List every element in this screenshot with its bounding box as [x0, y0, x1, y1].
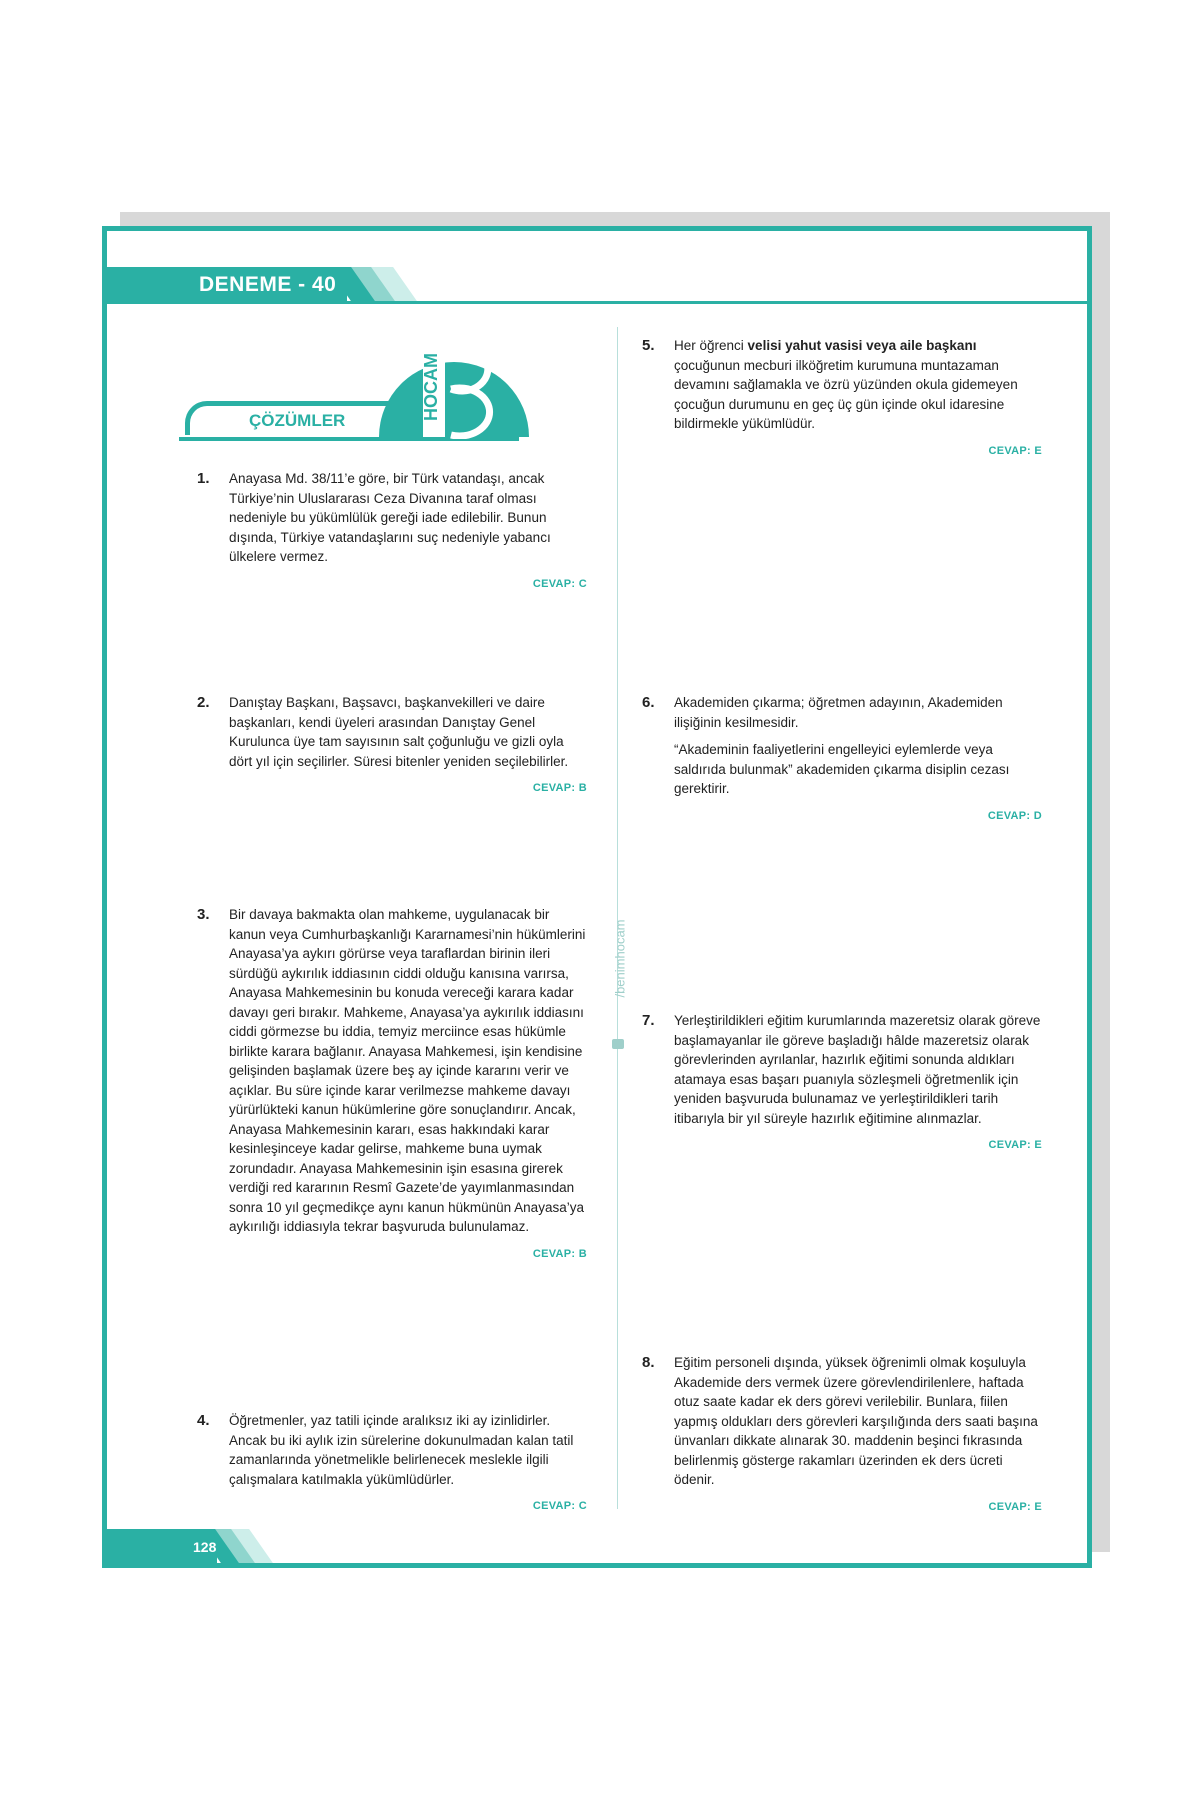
play-icon: [612, 1039, 624, 1049]
item-text: Öğretmenler, yaz tatili içinde aralıksız iki ay izinlidirler. Ancak bu iki aylık izin sürelerine dokunulmadan kalan tatil zamanlarında yönetmelikle belirlenecek meslekle ilgili çalışmalara katılmakla yükümlüdürler.: [229, 1413, 574, 1487]
watermark: [603, 891, 633, 1051]
item-number: 8.: [642, 1354, 655, 1371]
answer-label: CEVAP: E: [988, 1500, 1042, 1513]
answer-label: CEVAP: C: [532, 1500, 587, 1512]
item-number: 7.: [642, 1012, 655, 1029]
solution-item: [197, 905, 587, 1264]
answer-label: CEVAP: D: [987, 809, 1042, 822]
header-line: [107, 301, 1087, 304]
solution-item: [642, 1011, 1042, 1156]
item-number: 5.: [642, 337, 655, 354]
solution-item: [642, 693, 1042, 826]
solution-item: [642, 336, 1042, 461]
solution-item: [197, 693, 587, 799]
hocam-logo: [379, 331, 529, 439]
item-text: Anayasa Md. 38/11’e göre, bir Türk vatandaşı, ancak Türkiye’nin Uluslararası Ceza Divanına taraf olması nedeniyle bu yükümlülük gereği iade edilebilir. Bunun dışında, Türkiye vatandaşlarını suç nedeniyle yabancı ülkelere vermez.: [229, 471, 551, 564]
solutions-heading: [179, 331, 579, 451]
page-title: DENEME - 40: [199, 273, 337, 296]
answer-label: CEVAP: E: [988, 444, 1042, 457]
item-text: Danıştay Başkanı, Başsavcı, başkanvekilleri ve daire başkanları, kendi üyeleri arasından Danıştay Genel Kurulunca üye tam sayısının salt çoğunluğu ve gizli oyla dört yıl için seçilirler. Süresi bitenler yeniden seçilebilirler.: [229, 695, 569, 769]
item-text-part: Her öğrenci: [674, 338, 748, 353]
answer-label: CEVAP: B: [532, 1247, 587, 1260]
item-text-part: çocuğunun mecburi ilköğretim kurumuna muntazaman devamını sağlamakla ve özrü yüzünden okula gidemeyen çocuğun durumunu en geç üç gün içinde okul idaresine bildirmekle yükümlüdür.: [674, 357, 1018, 431]
item-number: 6.: [642, 694, 655, 711]
logo-text: HOCAM: [421, 353, 441, 421]
item-text: Akademiden çıkarma; öğretmen adayının, Akademiden ilişiğinin kesilmesidir.: [674, 695, 1003, 730]
item-text: Yerleştirildikleri eğitim kurumlarında mazeretsiz olarak göreve başlamayanlar ile göreve başladığı hâlde mazeretsiz olarak görevlerinden ayrılanlar, hazırlık eğitimi sonunda aldıkları atamaya esas başarı puanıyla sözleşmeli öğretmenlik için yeniden başvuruda bulunamaz ve yerleştirildikleri tarih itibarıyla bir yıl süreyle hazırlık eğitimine alınmazlar.: [674, 1013, 1041, 1126]
page-frame: [102, 226, 1092, 1568]
solution-item: [642, 1353, 1042, 1517]
item-text: Bir davaya bakmakta olan mahkeme, uygulanacak bir kanun veya Cumhurbaşkanlığı Kararnamesi’nin hükümlerini Anayasa’ya aykırı görürse veya taraflardan birinin ileri sürdüğü aykırılık iddiasının ciddi olduğu kanısına varırsa, Anayasa Mahkemesinin bu konuda vereceği karara kadar davayı geri bırakır. Mahkeme, Anayasa’ya aykırılık iddiasını ciddi görmezse bu iddia, temyiz merciince esas hükümle birlikte karara bağlanır. Anayasa Mahkemesi, işin kendisine gelişinden başlamak üzere beş ay içinde kararını verir ve açıklar. Bu süre içinde karar verilmezse mahkeme davayı yürürlükteki kanun hükümlerine göre sonuçlandırır. Ancak, Anayasa Mahkemesinin kararı, esas hakkındaki karar kesinleşinceye kadar gelirse, mahkeme buna uymak zorundadır. Anayasa Mahkemesinin işin esasına girerek verdiği red kararının Resmî Gazete’de yayımlanmasından sonra 10 yıl geçmedikçe aynı kanun hükmünün Anayasa’ya aykırılığı iddiasıyla tekrar başvuruda bulunulamaz.: [229, 907, 586, 1234]
item-text: “Akademinin faaliyetlerini engelleyici eylemlerde veya saldırıda bulunmak” akademiden çıkarma disiplin cezası gerektirir.: [674, 742, 1010, 796]
watermark-text: /benimhocam: [612, 919, 628, 998]
item-text: [674, 336, 1042, 434]
item-text: Eğitim personeli dışında, yüksek öğrenimli olmak koşuluyla Akademide ders vermek üzere görevlendirilenlere, haftada otuz saate kadar ek ders görevi verilebilir. Bunlara, fiilen yapmış oldukları ders görevleri karşılığında ders saati başına ünvanları dikkate alınarak 30. maddenin beşinci fıkrasında belirlenmiş gösterge rakamları üzerinden ek ders ücreti ödenir.: [674, 1355, 1038, 1487]
item-number: 4.: [197, 1412, 210, 1429]
item-text-bold: velisi yahut vasisi veya aile başkanı: [747, 338, 977, 353]
answer-label: CEVAP: C: [532, 577, 587, 590]
answer-label: CEVAP: E: [988, 1139, 1042, 1151]
page-number: 128: [193, 1539, 217, 1555]
item-number: 3.: [197, 906, 210, 923]
item-number: 1.: [197, 470, 210, 487]
answer-label: CEVAP: B: [532, 782, 587, 794]
solutions-label: ÇÖZÜMLER: [249, 411, 346, 430]
solution-item: [197, 469, 587, 594]
item-number: 2.: [197, 694, 210, 711]
solution-item: [197, 1411, 587, 1517]
